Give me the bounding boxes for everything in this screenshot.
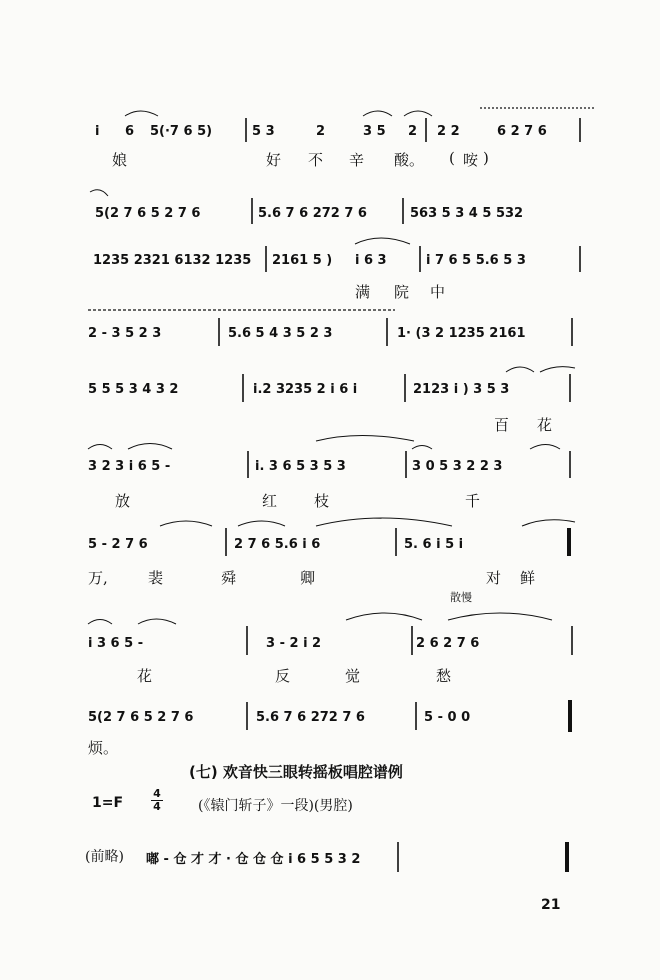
note: i. 3 6 5 3 5 3: [255, 459, 346, 474]
lyric: 卿: [300, 569, 316, 587]
lyric: 反: [275, 667, 291, 685]
meter-top: 4: [151, 788, 163, 801]
staff-line-2: [90, 190, 523, 224]
lyric: 中: [430, 283, 446, 301]
note: 5.6 7 6 272 7 6: [256, 710, 365, 725]
note: 3 - 2 i 2: [266, 636, 322, 651]
lyric: 酸。: [394, 151, 425, 169]
tempo-mark: 散慢: [450, 591, 472, 604]
lyric: ): [483, 149, 489, 167]
note: 5 5 5 3 4 3 2: [88, 382, 179, 397]
note: 2 6 2 7 6: [416, 636, 480, 651]
lyric: 觉: [345, 667, 361, 685]
note: 5 - 2 7 6: [88, 537, 148, 552]
staff-line-7: [88, 518, 575, 556]
prelude-label: (前略): [85, 849, 124, 865]
note: 1235 2321 6132 1235: [93, 253, 252, 268]
lyric: 千: [465, 492, 481, 510]
note: 5. 6 i 5 i: [404, 537, 464, 552]
note: 2161 5 ): [272, 253, 333, 268]
note: 3 2 3 i 6 5 -: [88, 459, 171, 474]
note: 3 0 5 3 2 2 3: [412, 459, 503, 474]
lyric: 愁: [436, 667, 452, 685]
lyric: 咹: [463, 151, 479, 169]
note: 2: [408, 124, 418, 139]
note: 1· (3 2 1235 2161: [397, 326, 526, 341]
staff-line-4: [88, 318, 572, 346]
time-signature: [151, 788, 163, 813]
note: i 3 6 5 -: [88, 636, 144, 651]
note: 2 7 6 5.6 i 6: [234, 537, 321, 552]
lyric: 烦。: [88, 739, 119, 757]
lyric: 舜: [221, 569, 237, 587]
note: 5(2 7 6 5 2 7 6: [95, 206, 201, 221]
note: 5(·7 6 5): [150, 124, 213, 139]
note: 2: [316, 124, 326, 139]
note: 3 5: [363, 124, 386, 139]
meter-bottom: 4: [153, 800, 161, 813]
note: 6 2 7 6: [497, 124, 547, 139]
lyric: 裴: [148, 569, 164, 587]
staff-line-3: [93, 238, 580, 272]
note: i.2 3235 2 i 6 i: [253, 382, 358, 397]
note: 563 5 3 4 5 532: [410, 206, 524, 221]
lyric: 满: [355, 283, 371, 301]
lyric: 花: [137, 667, 153, 685]
lyric: (: [449, 149, 455, 167]
note: 5.6 7 6 272 7 6: [258, 206, 367, 221]
note: 5.6 5 4 3 5 2 3: [228, 326, 333, 341]
final-notation: 嘟 - 仓 才 才 · 仓 仓 仓 i 6 5 5 3 2: [146, 852, 361, 867]
lyric: 院: [394, 283, 410, 301]
lyric: 枝: [314, 492, 330, 510]
lyric: 不: [308, 151, 324, 169]
staff-line-10: [398, 842, 567, 872]
note: 2 2: [437, 124, 460, 139]
lyric: 放: [115, 492, 131, 510]
note: 2 - 3 5 2 3: [88, 326, 162, 341]
lyric: 好: [266, 151, 282, 169]
note: 6: [125, 124, 135, 139]
note: i 6 3: [355, 253, 387, 268]
staff-line-9: [88, 700, 570, 732]
note: 5(2 7 6 5 2 7 6: [88, 710, 194, 725]
note: 5 3: [252, 124, 275, 139]
note: 2123 i ) 3 5 3: [413, 382, 510, 397]
staff-line-8: [88, 613, 572, 655]
lyric: 娘: [112, 151, 128, 169]
staff-line-1: [95, 108, 595, 142]
lyric: 辛: [349, 151, 365, 169]
key-signature: 1=F: [92, 795, 124, 811]
staff-line-5: [88, 367, 575, 402]
lyric: 鲜: [520, 569, 536, 587]
staff-line-6: [88, 436, 570, 479]
lyric: 对: [486, 569, 502, 587]
lyric: 百: [494, 416, 510, 434]
note: 5 - 0 0: [424, 710, 471, 725]
section-heading: (七) 欢音快三眼转摇板唱腔谱例: [189, 763, 403, 781]
note: i: [95, 124, 100, 139]
lyric: 红: [262, 492, 278, 510]
lyric: 万,: [88, 569, 108, 587]
lyric: 花: [537, 416, 553, 434]
note: i 7 6 5 5.6 5 3: [426, 253, 526, 268]
subtitle: (《辕门斩子》一段)(男腔): [198, 798, 353, 814]
page-number: 21: [541, 897, 561, 913]
